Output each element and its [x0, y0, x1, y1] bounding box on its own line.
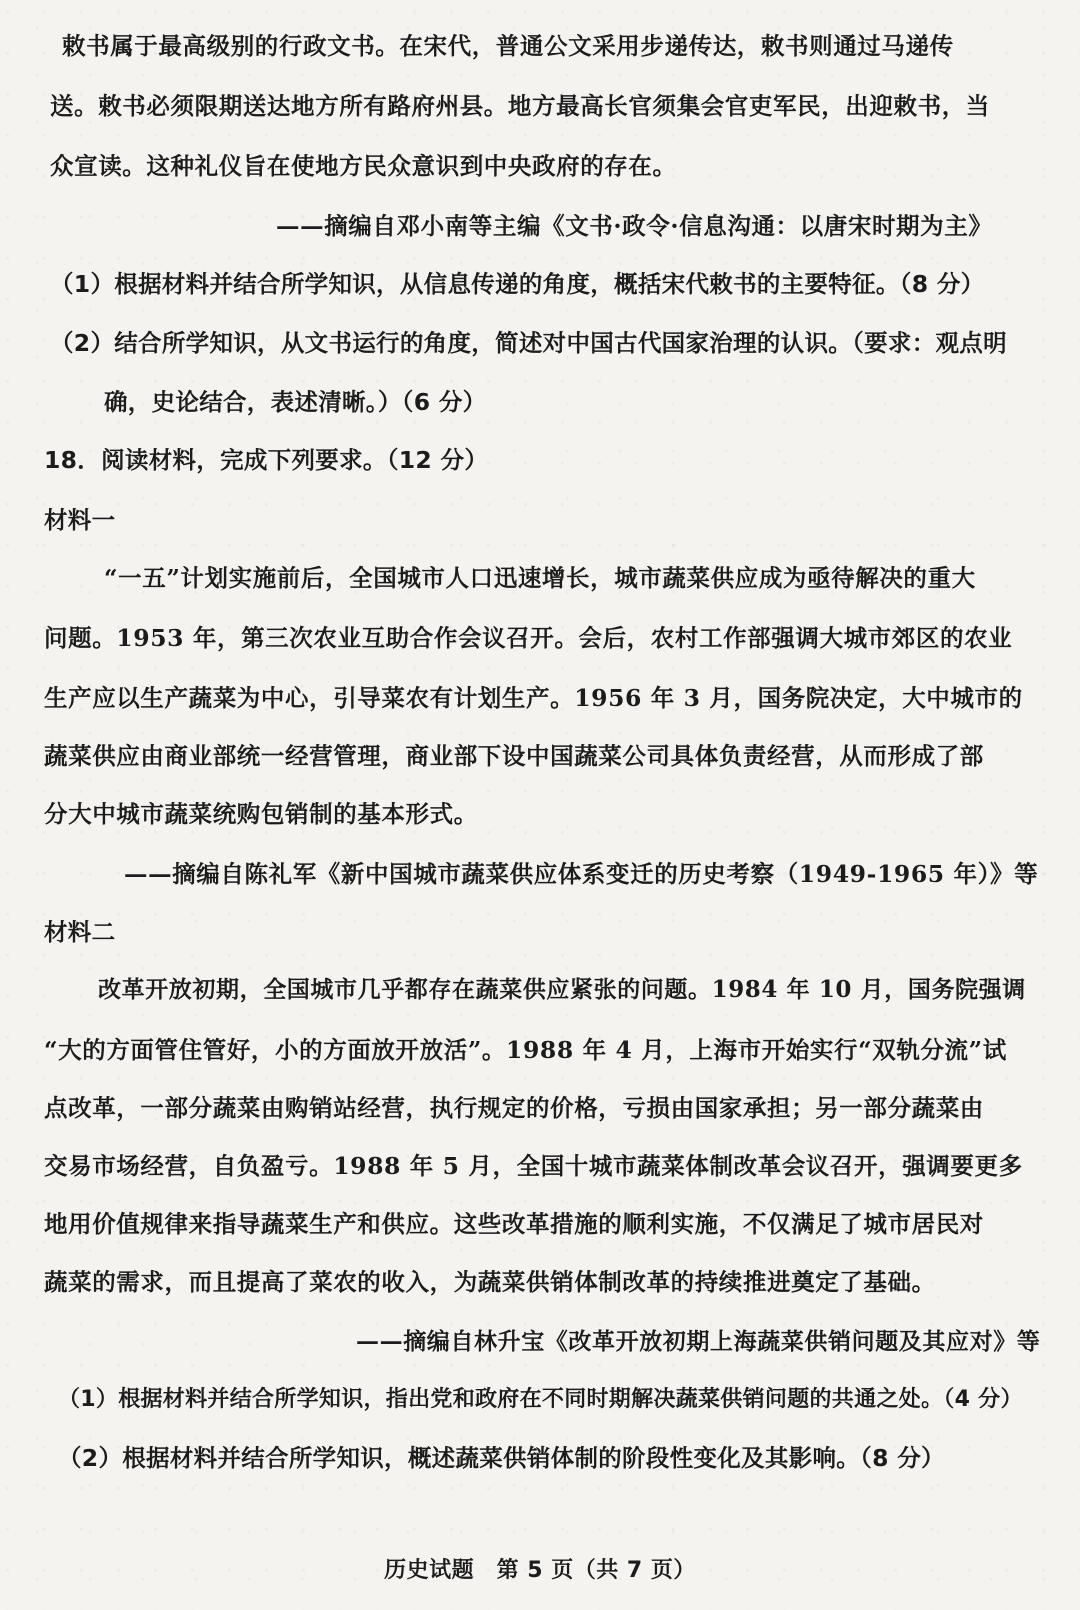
material-2-line: “大的方面管住管好，小的方面放开放活”。1988 年 4 月，上海市开始实行“双轨分流”试: [44, 1036, 1007, 1064]
material-2-line: 交易市场经营，自负盈亏。1988 年 5 月，全国十城市蔬菜体制改革会议召开，强调要更多: [44, 1152, 1023, 1180]
question-18-1: （1）根据材料并结合所学知识，指出党和政府在不同时期解决蔬菜供销问题的共通之处。（4 分）: [58, 1387, 1023, 1412]
question-18-heading: 18．阅读材料，完成下列要求。（12 分）: [44, 446, 489, 474]
material-text-line: 送。敕书必须限期送达地方所有路府州县。地方最高长官须集会官吏军民，出迎敕书，当: [50, 92, 990, 120]
question-17-1: （1）根据材料并结合所学知识，从信息传递的角度，概括宋代敕书的主要特征。（8 分）: [50, 270, 985, 298]
material-1-line: 蔬菜供应由商业部统一经营管理，商业部下设中国蔬菜公司具体负责经营，从而形成了部: [44, 742, 984, 770]
material-source: ——摘编自邓小南等主编《文书·政令·信息沟通：以唐宋时期为主》: [276, 212, 993, 240]
material-2-line: 改革开放初期，全国城市几乎都存在蔬菜供应紧张的问题。1984 年 10 月，国务院强调: [98, 976, 1026, 1003]
material-2-line: 点改革，一部分蔬菜由购销站经营，执行规定的价格，亏损由国家承担；另一部分蔬菜由: [44, 1094, 984, 1122]
material-2-source: ——摘编自林升宝《改革开放初期上海蔬菜供销问题及其应对》等: [356, 1328, 1041, 1355]
question-17-2-cont: 确，史论结合，表述清晰。）（6 分）: [104, 388, 487, 416]
material-1-line: 分大中城市蔬菜统购包销制的基本形式。: [44, 800, 478, 828]
material-1-label: 材料一: [44, 506, 116, 534]
material-1-source: ——摘编自陈礼军《新中国城市蔬菜供应体系变迁的历史考察（1949-1965 年）》等: [124, 860, 1039, 888]
question-18-2: （2）根据材料并结合所学知识，概述蔬菜供销体制的阶段性变化及其影响。（8 分）: [58, 1444, 945, 1472]
material-text-line: 敕书属于最高级别的行政文书。在宋代，普通公文采用步递传达，敕书则通过马递传: [62, 32, 954, 60]
question-17-2: （2）结合所学知识，从文书运行的角度，简述对中国古代国家治理的认识。（要求：观点明: [50, 329, 1007, 357]
material-2-line: 地用价值规律来指导蔬菜生产和供应。这些改革措施的顺利实施，不仅满足了城市居民对: [44, 1210, 984, 1238]
material-2-label: 材料二: [44, 918, 116, 946]
material-1-line: “一五”计划实施前后，全国城市人口迅速增长，城市蔬菜供应成为亟待解决的重大: [104, 564, 976, 592]
material-1-line: 生产应以生产蔬菜为中心，引导菜农有计划生产。1956 年 3 月，国务院决定，大中城市的: [44, 684, 1023, 712]
material-2-line: 蔬菜的需求，而且提高了菜农的收入，为蔬菜供销体制改革的持续推进奠定了基础。: [44, 1268, 936, 1296]
material-1-line: 问题。1953 年，第三次农业互助合作会议召开。会后，农村工作部强调大城市郊区的农业: [44, 624, 1013, 652]
page-footer: 历史试题 第 5 页（共 7 页）: [384, 1558, 696, 1583]
material-text-line: 众宣读。这种礼仪旨在使地方民众意识到中央政府的存在。: [50, 152, 677, 180]
